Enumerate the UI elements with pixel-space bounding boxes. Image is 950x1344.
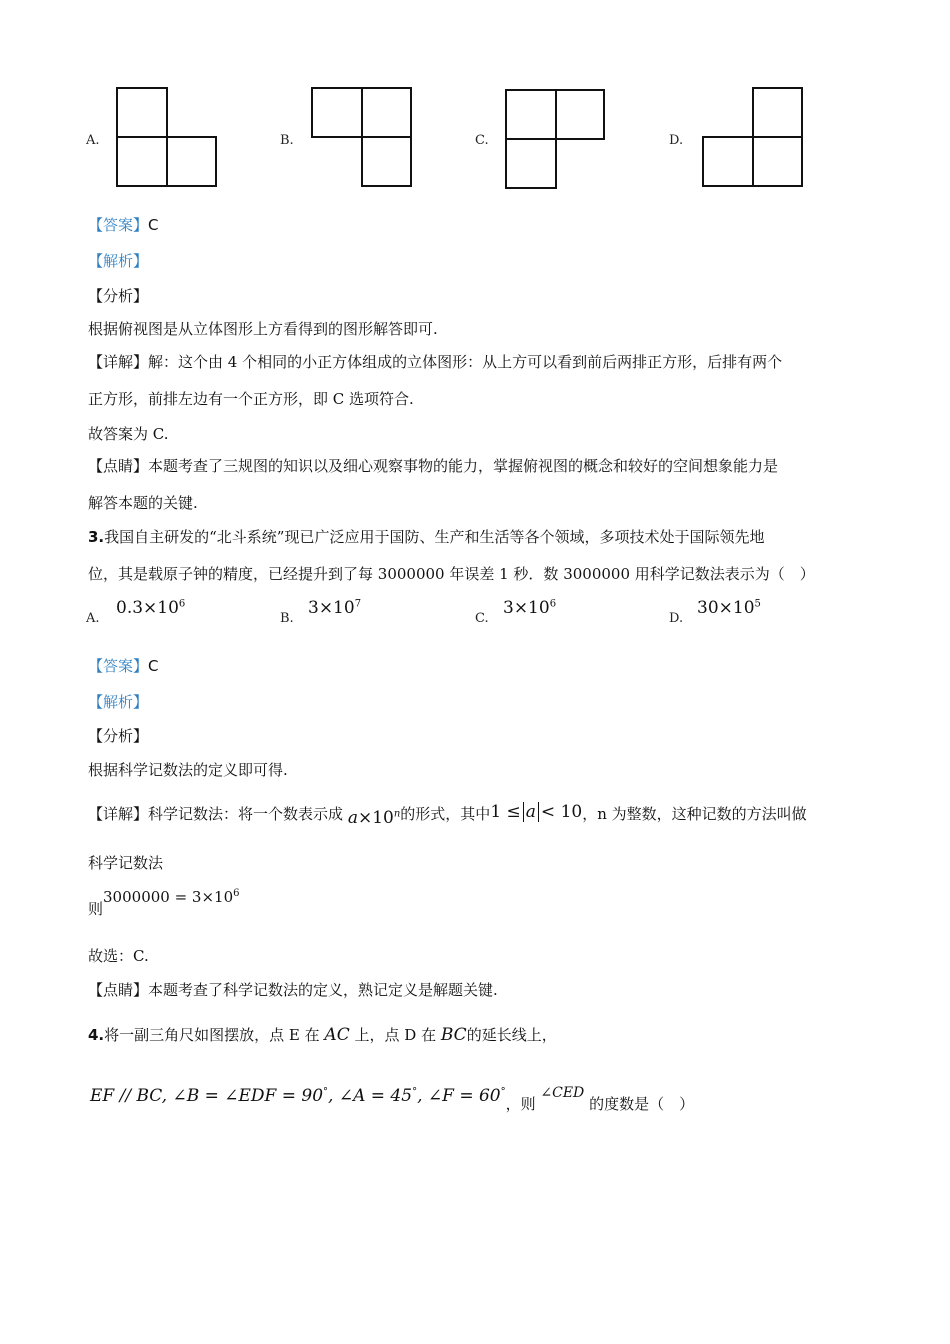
question-number: 3. [88,528,105,546]
q2-option-c-figure [501,86,611,194]
answer-tag: 【答案】 [88,216,149,234]
q3-xiangjie-line1 [88,802,807,828]
question-text-1: 将一副三角尺如图摆放，点 E 在 [104,1026,320,1044]
q3-option-d-value: $30\times 10^5$ [697,598,761,618]
q2-xiangjie-line1 [88,351,782,372]
q3-dianjing-line [88,979,498,1000]
formula-a-times-10n: $a\times 10^n$ [347,808,401,828]
then-word: 则 [88,900,104,918]
q3-fenxi-text: 根据科学记数法的定义即可得. [88,761,288,779]
segment-bc: BC [440,1025,467,1045]
xiangjie-tag: 【详解】 [88,805,149,823]
q3-option-a-label: A. [86,611,100,626]
question-end: 的度数是（ ） [589,1095,695,1113]
q2-dianjing-line2: 解答本题的关键. [88,494,198,512]
q2-option-c-label: C. [475,133,489,148]
question-text-2: 上，点 D 在 [354,1026,437,1044]
q2-option-b-figure [307,84,417,192]
xiangjie-text-3: ，n 为整数，这种记数的方法叫做 [582,805,807,823]
q3-answer-line [88,655,159,676]
angle-ced: ∠CED [540,1085,585,1101]
q3-option-b-label: B. [280,611,294,626]
q2-option-a-figure [112,84,222,192]
q3-fenxi-tag: 【分析】 [88,727,149,745]
q3-then-line [88,886,240,918]
then-equation: $3000000 = 3\times 10^6$ [103,888,240,906]
q2-dianjing-line1 [88,455,778,476]
question-text: 我国自主研发的“北斗系统”现已广泛应用于国防、生产和生活等各个领域，多项技术处于国际领先地 [104,528,765,546]
formula-range: 1 ≤ a < 10 [490,802,583,822]
dianjing-text: 本题考查了三规图的知识以及细心观察事物的能力，掌握俯视图的概念和较好的空间想象能力是 [148,457,779,475]
answer-value: C [148,216,159,234]
xiangjie-text-2: 的形式，其中 [400,805,491,823]
q3-option-c-value: $3\times 10^6$ [503,598,557,618]
answer-tag: 【答案】 [88,657,149,675]
q2-option-d-figure [698,84,808,192]
q2-fenxi-tag: 【分析】 [88,287,149,305]
xiangjie-text: 解：这个由 4 个相同的小正方体组成的立体图形：从上方可以看到前后两排正方形，后排有两个 [148,353,783,371]
q2-fenxi-text: 根据俯视图是从立体图形上方看得到的图形解答即可. [88,320,438,338]
q3-option-a-value: $0.3\times 10^6$ [116,598,186,618]
q3-question-line2: 位，其是载原子钟的精度，已经提升到了每 3000000 年误差 1 秒．数 3000000 用科学记数法表示为（ ） [88,565,815,583]
question-text-3: 的延长线上， [466,1026,557,1044]
xiangjie-tag: 【详解】 [88,353,149,371]
q3-xiangjie-line2: 科学记数法 [88,854,164,872]
q3-option-c-label: C. [475,611,489,626]
q3-option-d-label: D. [669,611,684,626]
segment-ac: AC [324,1025,350,1045]
q4-conditions-line [90,1085,695,1113]
q2-answer-line [88,214,159,235]
q3-analysis-tag: 【解析】 [88,693,149,711]
then-word: ，则 [505,1095,536,1113]
xiangjie-text-1: 科学记数法：将一个数表示成 [148,805,344,823]
q2-option-b-label: B. [280,133,294,148]
q2-option-a-label: A. [86,133,100,148]
answer-value: C [148,657,159,675]
q3-option-b-value: $3\times 10^7$ [308,598,362,618]
q2-conclusion: 故答案为 C. [88,425,169,443]
dianjing-tag: 【点睛】 [88,457,149,475]
q2-option-d-label: D. [669,133,684,148]
q2-analysis-tag: 【解析】 [88,252,149,270]
q2-xiangjie-line2: 正方形，前排左边有一个正方形，即 C 选项符合. [88,390,414,408]
dianjing-text: 本题考查了科学记数法的定义，熟记定义是解题关键. [148,981,498,999]
q4-question-line1 [88,1024,557,1045]
q3-question-line1 [88,526,764,547]
dianjing-tag: 【点睛】 [88,981,149,999]
question-number: 4. [88,1026,105,1044]
q3-conclusion: 故选：C. [88,947,149,965]
condition-formula: EF // BC, ∠B = ∠EDF = 90°, ∠A = 45°, ∠F = 60° [90,1086,506,1106]
